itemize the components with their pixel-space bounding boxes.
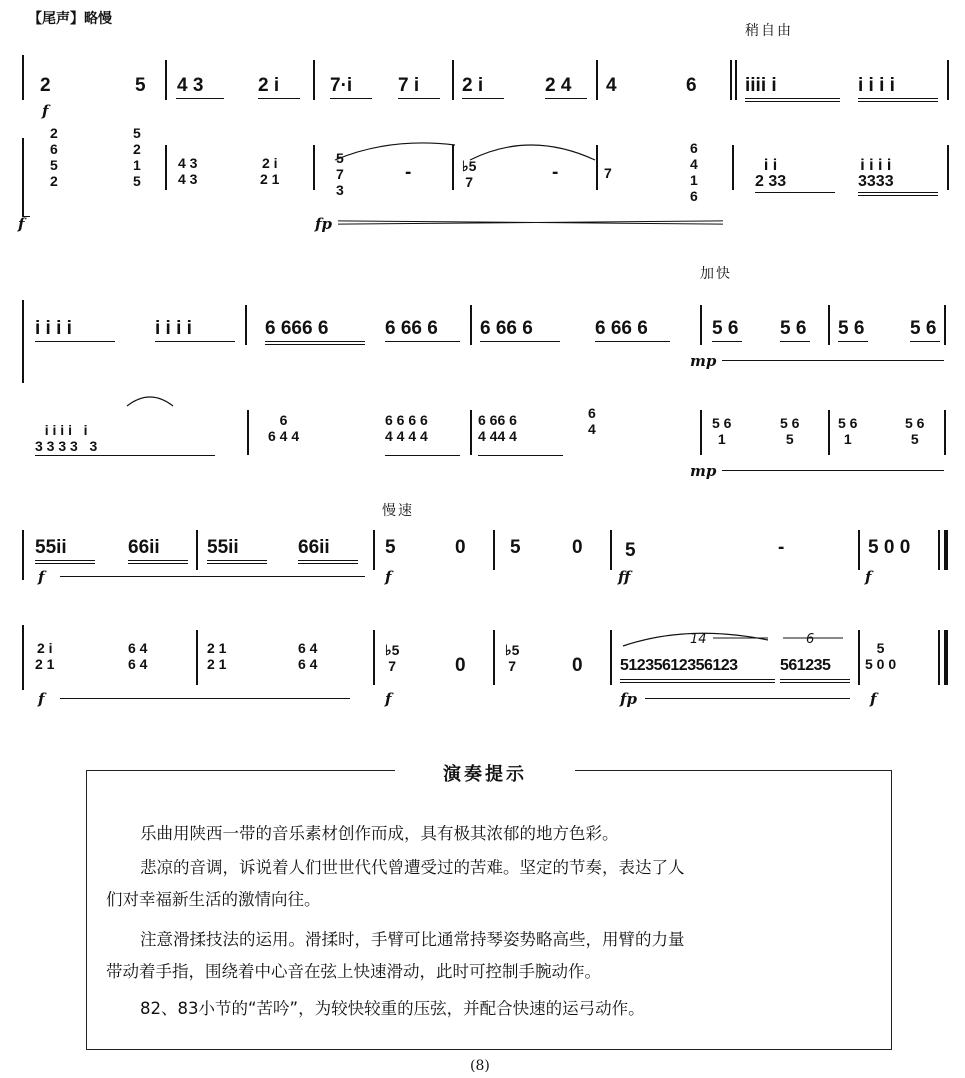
chord: i i i i 3333 <box>858 157 894 190</box>
beam <box>595 341 670 342</box>
crescendo-hairpin <box>722 470 944 471</box>
crescendo-hairpin <box>60 576 365 577</box>
dynamic-f: f <box>18 215 25 233</box>
beam <box>207 560 267 561</box>
chord: 5 6 1 <box>712 415 732 447</box>
note: 2 4 <box>545 75 572 96</box>
chord: i i i i i 3 3 3 3 3 <box>35 422 98 454</box>
barline <box>944 410 946 455</box>
barline <box>732 145 734 190</box>
crescendo-hairpin <box>722 360 944 361</box>
run-notes: 51235612356123 <box>620 657 738 674</box>
dynamic-f: f <box>385 568 392 586</box>
beam <box>265 341 365 342</box>
note: 5 0 0 <box>868 537 911 558</box>
note: 5 <box>510 537 521 558</box>
crescendo-hairpin <box>60 698 350 699</box>
slur-arc <box>330 135 620 165</box>
beam <box>35 560 95 561</box>
chord: 5 6 5 <box>905 415 925 447</box>
beam <box>755 192 835 193</box>
beam <box>858 101 938 102</box>
barline <box>700 305 702 345</box>
dynamic-f: f <box>42 102 49 120</box>
barline <box>373 530 375 570</box>
beam <box>176 98 224 99</box>
note: 6 66 6 <box>385 318 438 339</box>
beam <box>480 341 560 342</box>
barline <box>858 630 860 685</box>
barline <box>730 60 732 100</box>
section-bracket: 【尾声】 <box>28 11 84 27</box>
chord: 6 4 1 6 <box>690 140 698 204</box>
system-bracket-lower <box>22 625 24 690</box>
barline <box>313 145 315 190</box>
beam <box>298 563 358 564</box>
note: 5 <box>625 540 636 561</box>
dynamic-mp: mp <box>690 462 717 480</box>
note: i i i i <box>858 75 895 96</box>
note: 5 6 <box>910 318 937 339</box>
tuplet-brackets <box>618 626 858 654</box>
notes-paragraph: 悲凉的音调，诉说着人们世世代代曾遭受过的苦难。坚定的节奏，表达了人 <box>140 858 685 877</box>
barline <box>700 410 702 455</box>
note: 55ii <box>35 537 67 558</box>
note: 66ii <box>298 537 330 558</box>
note: - <box>778 537 785 558</box>
beam <box>780 682 850 683</box>
barline <box>247 410 249 455</box>
system-bracket-lower <box>22 138 24 216</box>
chord: ♭5 7 <box>462 158 477 190</box>
chord: 2 i 2 1 <box>260 155 280 187</box>
chord: 5 7 3 <box>336 150 344 198</box>
dynamic-fp: fp <box>620 690 637 708</box>
rest: 0 <box>572 655 583 676</box>
dynamic-fp: fp <box>315 215 332 233</box>
beam <box>398 98 440 99</box>
beam <box>780 341 810 342</box>
final-barline <box>944 530 948 570</box>
dynamic-f: f <box>38 690 45 708</box>
chord: i i 2 33 <box>755 157 787 190</box>
chord: 2 i 2 1 <box>35 640 55 672</box>
note: 66ii <box>128 537 160 558</box>
slur-arc <box>125 388 175 408</box>
chord: 2 1 2 1 <box>207 640 227 672</box>
rest: 0 <box>455 655 466 676</box>
beam <box>35 563 95 564</box>
dynamic-f: f <box>385 690 392 708</box>
barline <box>245 305 247 345</box>
beam <box>330 98 372 99</box>
note: 4 3 <box>177 75 204 96</box>
beam <box>462 98 504 99</box>
section-tempo: 略慢 <box>84 11 112 27</box>
dynamic-f: f <box>870 690 877 708</box>
note: 7 i <box>398 75 420 96</box>
barline <box>938 630 940 685</box>
dynamic-mp: mp <box>690 352 717 370</box>
beam <box>620 679 775 680</box>
beam <box>35 455 215 456</box>
notes-paragraph: 带动着手指，围绕着中心音在弦上快速滑动，此时可控制手腕动作。 <box>106 962 601 981</box>
barline <box>373 630 375 685</box>
notes-paragraph: 们对幸福新生活的激情向往。 <box>106 890 321 909</box>
barline <box>947 145 949 190</box>
barline <box>470 410 472 455</box>
barline <box>610 530 612 570</box>
barline <box>610 630 612 685</box>
beam <box>128 563 188 564</box>
beam <box>620 682 775 683</box>
chord: 5 6 5 <box>780 415 800 447</box>
chord: 4 3 4 3 <box>178 155 198 187</box>
barline <box>313 60 315 100</box>
crescendo-hairpin <box>645 698 850 699</box>
note: 2 <box>40 75 51 96</box>
barline <box>165 145 167 190</box>
note: 5 6 <box>712 318 739 339</box>
beam <box>780 679 850 680</box>
page-number: (8) <box>470 1058 490 1074</box>
barline <box>858 530 860 570</box>
barline <box>493 530 495 570</box>
note: iiii i <box>745 75 777 96</box>
barline <box>493 630 495 685</box>
note: 4 <box>606 75 617 96</box>
notes-paragraph: 乐曲用陕西一带的音乐素材创作而成，具有极其浓郁的地方色彩。 <box>140 824 619 843</box>
rest-dash: - <box>405 162 412 183</box>
note: 0 <box>572 537 583 558</box>
barline <box>196 630 198 685</box>
barline <box>165 60 167 100</box>
beam <box>858 98 938 99</box>
barline <box>938 530 940 570</box>
note: 6 66 6 <box>480 318 533 339</box>
beam <box>745 101 840 102</box>
barline <box>944 305 946 345</box>
system-bracket <box>22 55 24 100</box>
dynamic-f: f <box>865 568 872 586</box>
barline <box>196 530 198 570</box>
chord: 5 5 0 0 <box>865 640 897 672</box>
note: 6 666 6 <box>265 318 329 339</box>
barline <box>596 60 598 100</box>
beam <box>298 560 358 561</box>
barline <box>947 60 949 100</box>
system-bracket <box>22 530 24 580</box>
note: 2 i <box>462 75 484 96</box>
chord: ♭5 7 <box>505 642 520 674</box>
barline <box>828 305 830 345</box>
section-header <box>28 8 112 28</box>
rest-dash: - <box>552 162 559 183</box>
notes-title: 演奏提示 <box>395 760 575 786</box>
barline <box>735 60 737 100</box>
chord: 6 6 4 4 <box>268 412 300 444</box>
chord: 5 6 1 <box>838 415 858 447</box>
tempo-mark-free: 稍自由 <box>745 23 793 39</box>
beam <box>265 344 365 345</box>
beam <box>128 560 188 561</box>
note: 7·i <box>330 75 353 96</box>
notes-paragraph: 82、83小节的“苦吟”，为较快较重的压弦，并配合快速的运弓动作。 <box>140 999 645 1018</box>
chord: 6 4 6 4 <box>128 640 148 672</box>
chord: 5 2 1 5 <box>133 125 141 189</box>
beam <box>478 455 563 456</box>
run-notes: 561235 <box>780 657 831 674</box>
barline <box>452 60 454 100</box>
beam <box>385 455 460 456</box>
beam <box>35 341 115 342</box>
final-barline <box>944 630 948 685</box>
notes-paragraph: 注意滑揉技法的运用。滑揉时，手臂可比通常持琴姿势略高些，用臂的力量 <box>140 930 685 949</box>
note: 5 6 <box>838 318 865 339</box>
beam <box>858 195 938 196</box>
beam <box>910 341 940 342</box>
beam <box>545 98 587 99</box>
note: 5 6 <box>780 318 807 339</box>
note: 55ii <box>207 537 239 558</box>
tuplet-number: 6 <box>806 632 815 647</box>
note: 0 <box>455 537 466 558</box>
tempo-mark-slow: 慢速 <box>382 503 414 519</box>
note: 6 <box>686 75 697 96</box>
beam <box>155 341 235 342</box>
note: i i i i <box>35 318 72 339</box>
note: 6 66 6 <box>595 318 648 339</box>
chord: 6 4 6 4 <box>298 640 318 672</box>
beam <box>858 192 938 193</box>
chord: 6 4 <box>588 405 596 437</box>
system-bracket-lower <box>22 338 24 383</box>
beam <box>258 98 300 99</box>
note: 5 <box>385 537 396 558</box>
barline <box>828 410 830 455</box>
chord: ♭5 7 <box>385 642 400 674</box>
beam <box>385 341 460 342</box>
tuplet-number: 14 <box>690 632 707 647</box>
dynamic-ff: ff <box>618 568 631 586</box>
barline <box>470 305 472 345</box>
chord: 7 <box>604 165 612 181</box>
dynamic-f: f <box>38 568 45 586</box>
beam <box>207 563 267 564</box>
chord: 2 6 5 2 <box>50 125 58 189</box>
note: 5 <box>135 75 146 96</box>
beam <box>838 341 868 342</box>
beam <box>712 341 742 342</box>
chord: 6 6 6 6 4 4 4 4 <box>385 412 428 444</box>
tempo-mark-faster: 加快 <box>700 266 732 282</box>
beam <box>745 98 840 99</box>
note: i i i i <box>155 318 192 339</box>
note: 2 i <box>258 75 280 96</box>
chord: 6 66 6 4 44 4 <box>478 412 517 444</box>
